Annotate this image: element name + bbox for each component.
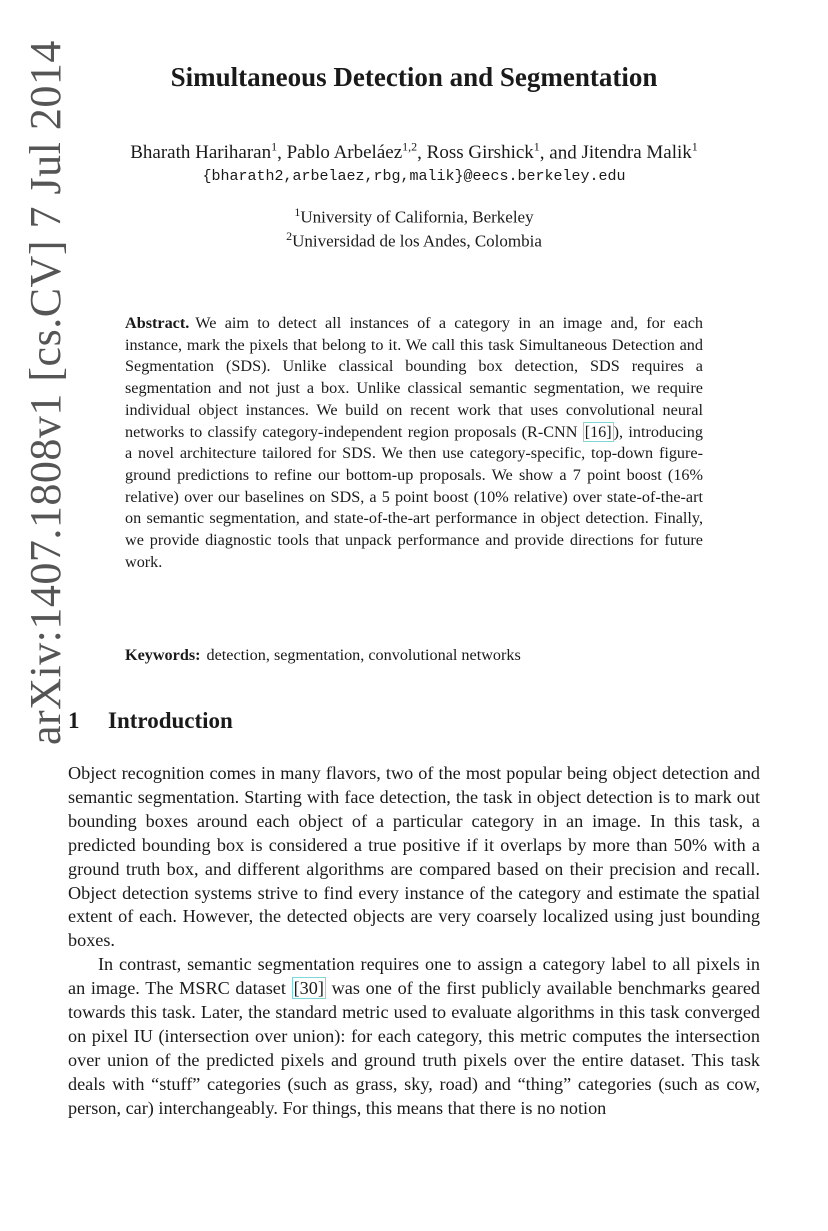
citation-link[interactable]: [30]: [293, 978, 324, 999]
introduction-body: [68, 762, 760, 1121]
paragraph: Object recognition comes in many flavors, two of the most popular being object detection and semantic segmentation. Starting with face detection, the task in object detection is to mark out bounding boxes around each object of a particular category in an image. In this task, a predicted bounding box is considered a true positive if it overlaps by more than 50% with a ground truth box, and different algorithms are compared based on their precision and recall. Object detection systems strive to find every instance of the category and estimate the spatial extent of each. However, the detected objects are very coarsely localized using just bounding boxes.: [68, 763, 760, 951]
author: Pablo Arbeláez$^{1,2}$: [286, 140, 418, 164]
author: Ross Girshick$^1$: [426, 140, 540, 164]
paragraph: In contrast, semantic segmentation requires one to assign a category label to all pixels in an image. The MSRC dataset [30] was one of the first publicly available benchmarks geared towards this task. Later, the standard metric used to evaluate algorithms in this task converged on pixel IU (intersection over union): for each category, this metric computes the intersection over union of the predicted pixels and ground truth pixels over the entire dataset. This task deals with “stuff” categories (such as grass, sky, road) and “thing” categories (such as cow, person, car) interchangeably. For things, this means that there is no notion: [68, 954, 760, 1118]
section-heading: [68, 708, 233, 734]
author: Jitendra Malik$^1$: [581, 140, 698, 164]
keywords: Keywords: detection, segmentation, convolutional networks: [125, 646, 521, 664]
affiliation: $^2$Universidad de los Andes, Colombia: [286, 229, 542, 251]
author-list: Bharath Hariharan$^1$, Pablo Arbeláez$^{1,2}$, Ross Girshick$^1$, and Jitendra Malik$^1$: [130, 140, 698, 164]
paper-title: Simultaneous Detection and Segmentation: [170, 62, 658, 92]
section-number: 1: [68, 708, 80, 733]
arxiv-identifier: arXiv:1407.1808v1 [cs.CV] 7 Jul 2014: [21, 40, 70, 745]
citation-link[interactable]: [16]: [584, 422, 612, 441]
keywords-label: Keywords:: [125, 646, 201, 664]
affiliation: $^1$University of California, Berkeley: [294, 205, 534, 227]
abstract-label: Abstract.: [125, 314, 190, 332]
author-emails: {bharath2,arbelaez,rbg,malik}@eecs.berkeley.edu: [202, 168, 626, 185]
abstract: Abstract. We aim to detect all instances of a category in an image and, for each instance, mark the pixels that belong to it. We call this task Simultaneous Detection and Segmentation (SDS). Unlike classical bounding box detection, SDS requires a segmentation and not just a box. Unlike classical semantic segmentation, we require individual object instances. We build on recent work that uses convolutional neural networks to classify category-independent region proposals (R-CNN [16] ), introducing a novel architecture tailored for SDS. We then use category-specific, top-down figure-ground predictions to refine our bottom-up proposals. We show a 7 point boost (16% relative) over our baselines on SDS, a 5 point boost (10% relative) over state-of-the-art on semantic segmentation, and state-of-the-art performance in object detection. Finally, we provide diagnostic tools that unpack performance and provide directions for future work.: [125, 314, 703, 571]
section-title: Introduction: [108, 708, 233, 733]
author: Bharath Hariharan$^1$: [130, 140, 278, 164]
